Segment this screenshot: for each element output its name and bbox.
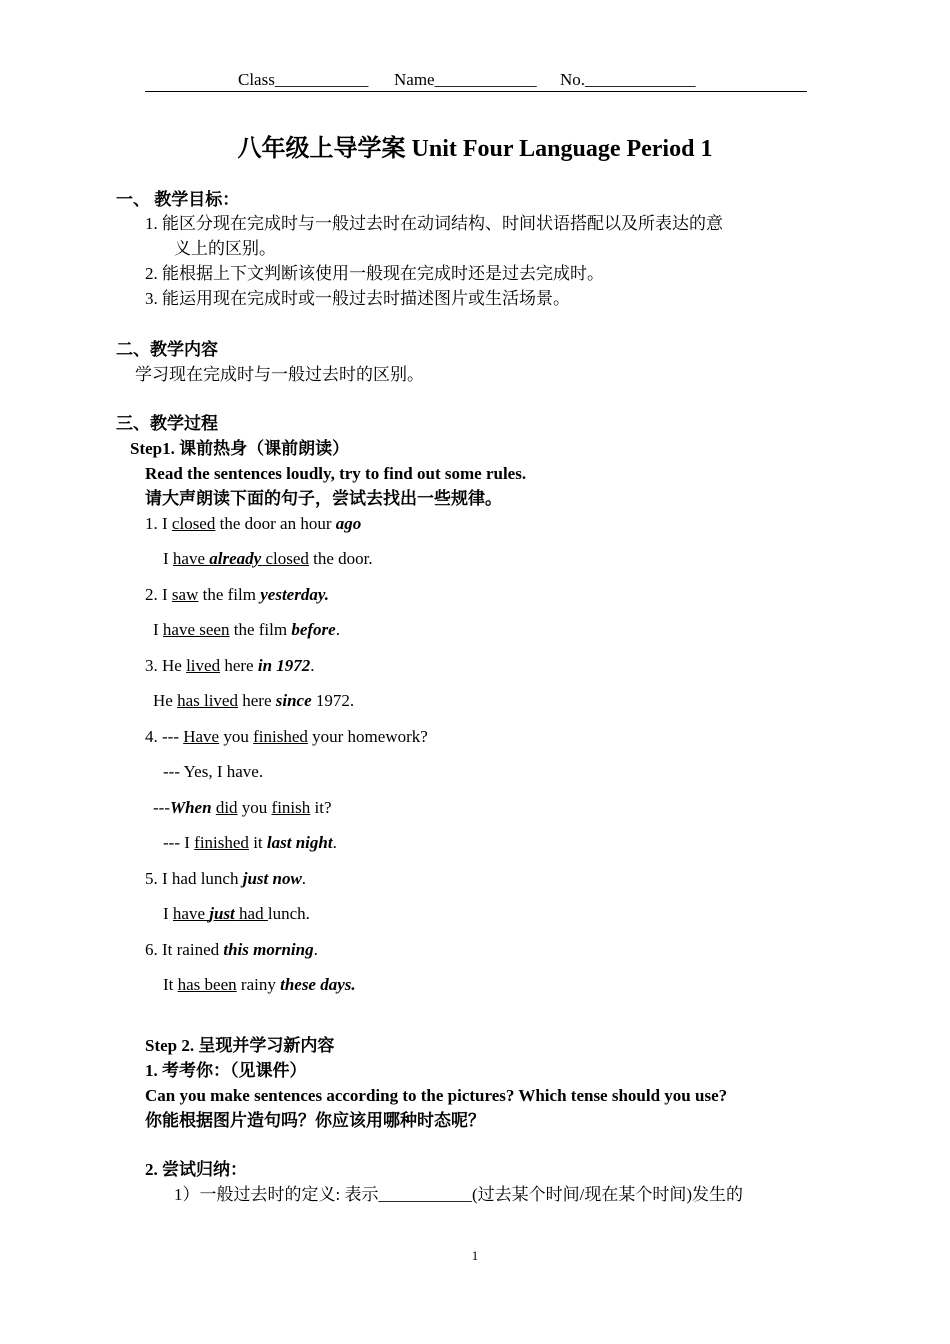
step1-instruction-cn: 请大声朗读下面的句子，尝试去找出一些规律。 <box>145 489 502 508</box>
step2-item2: 2. 尝试归纳： <box>145 1160 247 1179</box>
step2-item1: 1. 考考你：（见课件） <box>145 1061 307 1080</box>
section1-heading: 一、 教学目标： <box>116 190 240 209</box>
class-field: Class___________ <box>238 70 369 89</box>
objective-1-cont: 义上的区别。 <box>174 239 276 258</box>
sentence-1b: I have already closed the door. <box>163 549 373 568</box>
sentence-4d: --- I finished it last night. <box>163 833 337 852</box>
sentence-1a: 1. I closed the door an hour ago <box>145 514 362 533</box>
section2-text: 学习现在完成时与一般过去时的区别。 <box>135 365 424 384</box>
section3-heading: 三、教学过程 <box>116 414 218 433</box>
name-field: Name____________ <box>394 70 537 89</box>
sentence-4b: --- Yes, I have. <box>163 762 264 781</box>
section2-heading: 二、教学内容 <box>116 340 218 359</box>
step2-heading: Step 2. 呈现并学习新内容 <box>145 1036 335 1055</box>
page-number: 1 <box>471 1248 479 1263</box>
step2-question-cn: 你能根据图片造句吗？你应该用哪种时态呢？ <box>145 1111 485 1130</box>
sentence-5b: I have just had lunch. <box>163 904 310 923</box>
number-field: No._____________ <box>560 70 696 89</box>
step1-heading: Step1. 课前热身（课前朗读） <box>130 439 350 458</box>
objective-2: 2. 能根据上下文判断该使用一般现在完成时还是过去完成时。 <box>145 264 604 283</box>
step2-question-en: Can you make sentences according to the pictures? Which tense should you use? <box>145 1086 728 1105</box>
sentence-2a: 2. I saw the film yesterday. <box>145 585 329 604</box>
header-rule <box>145 91 807 92</box>
objective-1: 1. 能区分现在完成时与一般过去时在动词结构、时间状语搭配以及所表达的意 <box>145 214 723 233</box>
sentence-3a: 3. He lived here in 1972. <box>145 656 315 675</box>
step2-definition: 1）一般过去时的定义: 表示___________(过去某个时间/现在某个时间)发生的 <box>174 1185 744 1204</box>
sentence-6b: It has been rainy these days. <box>163 975 356 994</box>
sentence-2b: I have seen the film before. <box>153 620 340 639</box>
sentence-3b: He has lived here since 1972. <box>153 691 355 710</box>
sentence-4a: 4. --- Have you finished your homework? <box>145 727 428 746</box>
objective-3: 3. 能运用现在完成时或一般过去时描述图片或生活场景。 <box>145 289 570 308</box>
page-title: 八年级上导学案 Unit Four Language Period 1 <box>237 136 713 162</box>
sentence-4c: ---When did you finish it? <box>153 798 332 817</box>
step1-instruction-en: Read the sentences loudly, try to find out some rules. <box>145 464 527 483</box>
sentence-6a: 6. It rained this morning. <box>145 940 318 959</box>
sentence-5a: 5. I had lunch just now. <box>145 869 307 888</box>
